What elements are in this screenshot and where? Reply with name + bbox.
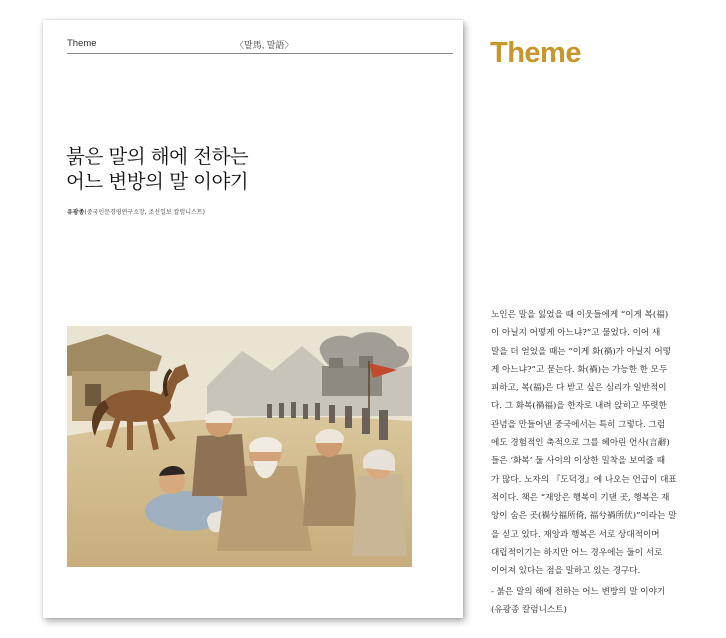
excerpt-attribution (491, 583, 696, 619)
excerpt-body (491, 306, 696, 580)
attribution-title: - 붉은 말의 해에 전하는 어느 변방의 말 이야기 (491, 587, 666, 597)
excerpt-line: 말을 더 얻었을 때는 “이게 화(禍)가 아닐지 어떻 (491, 346, 671, 357)
header-divider (67, 53, 453, 54)
header-section-label: Theme (67, 38, 97, 49)
excerpt-line: 다. 그 화복(禍福)을 한자로 내려 앉히고 뚜렷한 (491, 401, 667, 412)
excerpt-line: 적이다. 책은 “재앙은 행복이 기댄 곳, 행복은 재 (491, 492, 670, 503)
excerpt-line: 피하고, 복(福)은 다 받고 싶은 심리가 일반적이 (491, 383, 667, 394)
excerpt-line: 이 아닐지 어떻게 아느냐?”고 물었다. 이어 새 (491, 328, 661, 339)
excerpt-line: 관념을 만들어낸 중국에서는 특히 그렇다. 그럼 (491, 419, 666, 430)
excerpt-line: 노인은 말을 잃었을 때 이웃들에게 “이게 복(福) (491, 310, 669, 320)
article-title-line-1: 붉은 말의 해에 전하는 (66, 145, 249, 168)
excerpt-line: 이어져 있다는 점을 말하고 있는 경구다. (491, 566, 641, 577)
illustration-old-man-and-horse (67, 326, 412, 567)
article-byline (67, 207, 205, 216)
theme-heading: Theme (490, 37, 581, 69)
excerpt-line: 가 많다. 노자의 『도덕경』에 나오는 언급이 대표 (491, 474, 677, 485)
attribution-author: (유광종 칼럼니스트) (491, 605, 567, 615)
page-header (67, 38, 453, 54)
excerpt-line: 들은 ‘화복’ 둘 사이의 이상한 밀착을 보여줄 때 (491, 456, 666, 467)
article-title-line-2: 어느 변방의 말 이야기 (66, 170, 249, 193)
excerpt-line: 을 싣고 있다. 재앙과 행복은 서로 상대적이며 (491, 529, 660, 540)
header-series-title: 〈말馬, 말語〉 (235, 40, 294, 50)
magazine-page (43, 20, 463, 618)
excerpt-line: 대립적이기는 하지만 어느 경우에는 둘이 서로 (491, 547, 663, 558)
author-affiliation: (중국인문경영연구소장, 조선일보 칼럼니스트) (84, 209, 205, 216)
excerpt-line: 게 아느냐?”고 묻는다. 화(禍)는 가능한 한 모두 (491, 364, 668, 375)
excerpt-line: 앙이 숨은 곳(禍兮福所倚, 福兮禍所伏)”이라는 말 (491, 511, 677, 522)
article-title (66, 144, 446, 194)
article-illustration (67, 326, 412, 567)
author-name: 유광종 (67, 209, 85, 216)
excerpt-line: 에도 경험적인 축적으로 그를 헤아린 언사(言辭) (491, 438, 670, 449)
